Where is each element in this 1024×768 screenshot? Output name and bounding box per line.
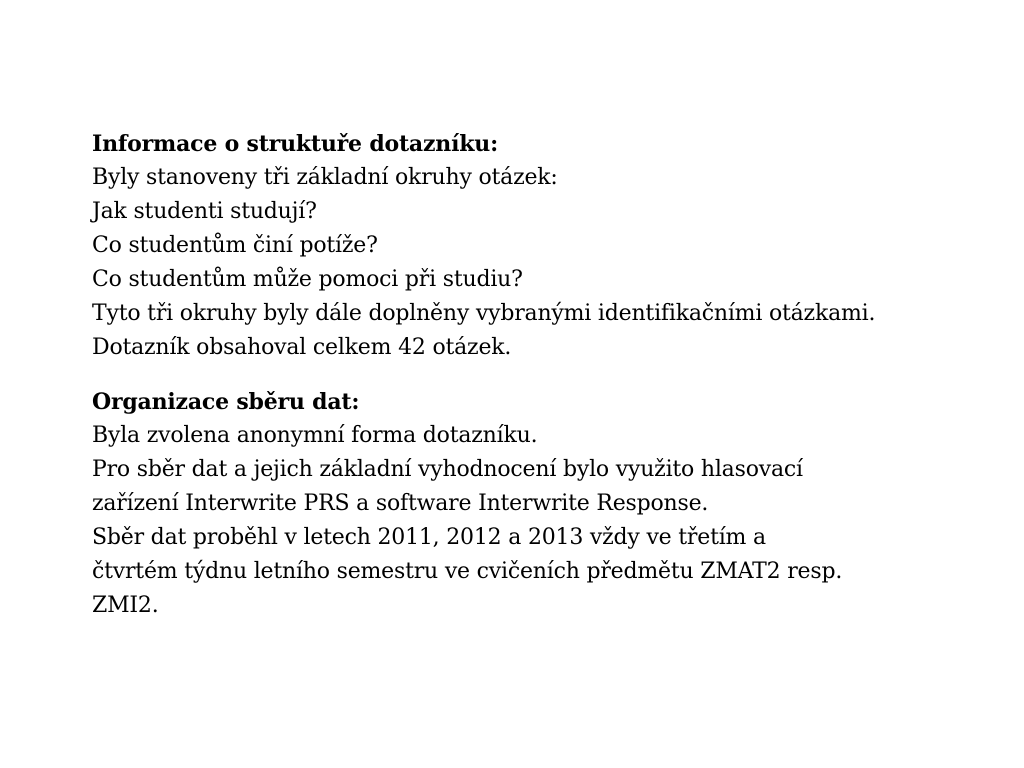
text-line: čtvrtém týdnu letního semestru ve cvičeních předmětu ZMAT2 resp. — [92, 559, 843, 584]
text-line: Jak studenti studují? — [92, 199, 317, 224]
slide-content — [92, 127, 992, 623]
text-line: ZMI2. — [92, 593, 159, 618]
text-line: Byly stanoveny tři základní okruhy otázek: — [92, 165, 558, 190]
text-line: Co studentům může pomoci při studiu? — [92, 267, 523, 292]
text-line: Sběr dat proběhl v letech 2011, 2012 a 2013 vždy ve třetím a — [92, 525, 766, 550]
text-line: Tyto tři okruhy byly dále doplněny vybranými identifikačními otázkami. — [92, 301, 876, 326]
text-line: Pro sběr dat a jejich základní vyhodnocení bylo využito hlasovací — [92, 457, 803, 482]
text-line: Dotazník obsahoval celkem 42 otázek. — [92, 335, 512, 360]
section-data-collection — [92, 385, 992, 623]
section-questionnaire-structure — [92, 127, 992, 365]
section-heading: Organizace sběru dat: — [92, 389, 360, 415]
text-line: Byla zvolena anonymní forma dotazníku. — [92, 423, 538, 448]
section-heading: Informace o struktuře dotazníku: — [92, 131, 498, 157]
text-line: Co studentům činí potíže? — [92, 233, 378, 258]
text-line: zařízení Interwrite PRS a software Interwrite Response. — [92, 491, 709, 516]
